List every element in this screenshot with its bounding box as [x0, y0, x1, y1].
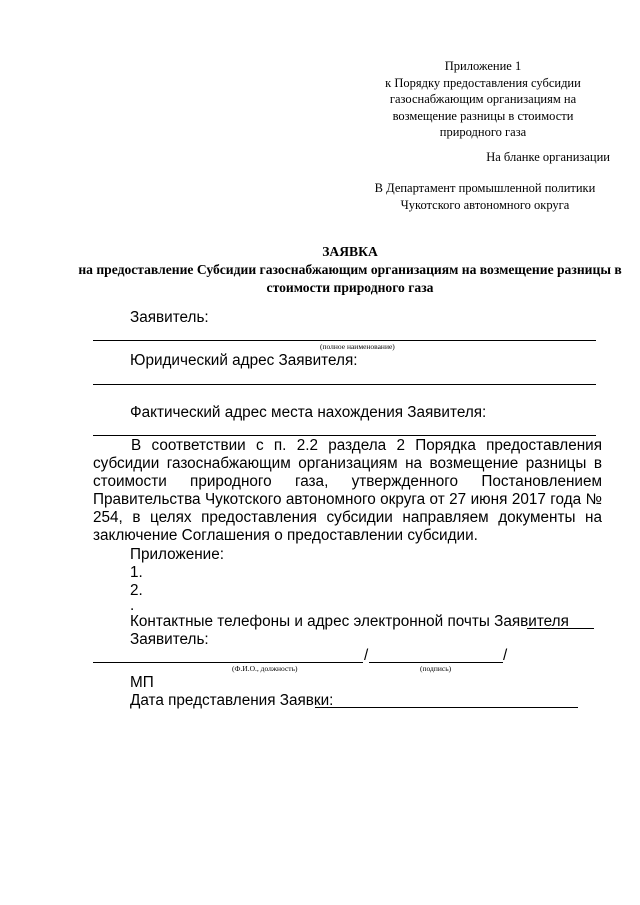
document-title: ЗАЯВКА — [322, 244, 378, 259]
signature-line[interactable] — [369, 662, 503, 663]
appendix-line: природного газа — [439, 125, 527, 139]
attachment-item: . — [130, 597, 135, 614]
document-subtitle: на предоставление Субсидии газоснабжающим организациям на возмещение разницы в стоимости природного газа — [78, 262, 622, 295]
attachment-item: 2. — [130, 582, 143, 599]
actual-address-line[interactable] — [93, 435, 596, 436]
letterhead-note: На бланке организации — [486, 150, 610, 164]
applicant-label-2: Заявитель: — [130, 631, 209, 648]
attachment-item: 1. — [130, 564, 143, 581]
attachment-label: Приложение: — [130, 546, 224, 563]
appendix-block — [358, 58, 608, 141]
appendix-line: возмещение разницы в стоимости — [392, 108, 574, 123]
appendix-line: Приложение 1 — [444, 59, 522, 73]
fio-caption: (Ф.И.О., должность) — [232, 664, 298, 673]
contacts-line[interactable] — [527, 628, 594, 629]
main-paragraph: В соответствии с п. 2.2 раздела 2 Порядка предоставления субсидии газоснабжающим организациям на возмещение разницы в стоимости природного газа, утвержденного Постановлением Правительства Чукотского автономного округа от 27 июня 2017 года № 254, в целях предоставления субсидии направляем документы на заключение Соглашения о предоставлении субсидии. — [93, 437, 602, 544]
separator-slash: / — [503, 647, 508, 664]
addressee-line: Чукотского автономного округа — [400, 197, 570, 212]
applicant-name-line[interactable] — [93, 340, 596, 341]
full-name-caption: (полное наименование) — [320, 342, 395, 351]
signature-caption: (подпись) — [420, 664, 452, 673]
addressee-block — [340, 180, 630, 213]
submission-date-label: Дата представления Заявки: — [130, 692, 334, 709]
appendix-line: газоснабжающим организациям на — [389, 92, 577, 106]
appendix-line: к Порядку предоставления субсидии — [385, 75, 581, 90]
legal-address-label: Юридический адрес Заявителя: — [130, 352, 358, 369]
contacts-label: Контактные телефоны и адрес электронной почты Заявителя — [130, 613, 569, 630]
addressee-line: В Департамент промышленной политики — [374, 181, 596, 195]
legal-address-line[interactable] — [93, 384, 596, 385]
seal-label: МП — [130, 674, 154, 691]
separator-slash: / — [364, 647, 369, 664]
fio-line[interactable] — [93, 662, 363, 663]
submission-date-line[interactable] — [315, 707, 578, 708]
actual-address-label: Фактический адрес места нахождения Заявителя: — [130, 404, 487, 421]
applicant-label: Заявитель: — [130, 309, 209, 326]
